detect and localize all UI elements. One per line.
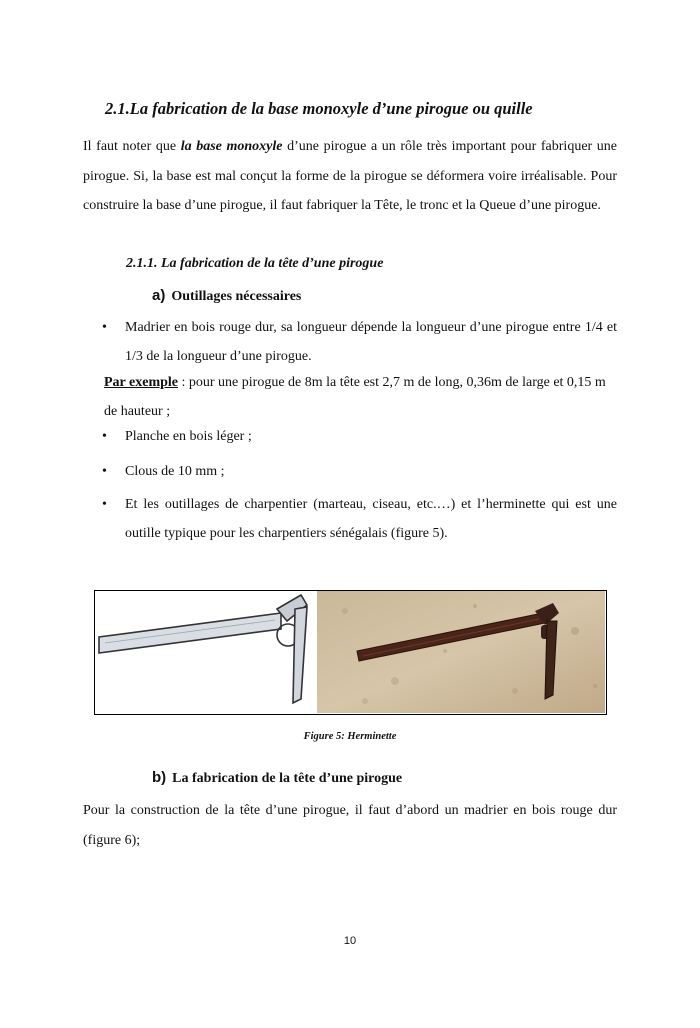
bullet-item-1 [102, 313, 617, 371]
section-heading-2-1: 2.1.La fabrication de la base monoxyle d’une pirogue ou quille [105, 99, 533, 118]
bullet-text: Et les outillages de charpentier (marteau, ciseau, etc.…) et l’herminette qui est une outille typique pour les charpentiers sénégalais (figure 5). [125, 497, 617, 541]
bullet-icon: • [102, 497, 107, 512]
figure-caption: Figure 5: Herminette [303, 731, 397, 742]
bullet-text: Planche en bois léger ; [125, 429, 252, 444]
section-heading-2-1-1: 2.1.1. La fabrication de la tête d’une pirogue [126, 256, 384, 271]
bullet-icon: • [102, 464, 107, 479]
herminette-photos [95, 591, 605, 713]
bullet-item-3 [102, 457, 617, 486]
intro-after: d’une pirogue a un rôle très important pour fabriquer une pirogue. Si, la base est mal conçut la forme de la pirogue se déformera voire irréalisable. Pour construire la base d’une pirogue, il faut fabriquer la Tête, le tronc et la Queue d’une pirogue. [83, 139, 618, 213]
bullet-icon: • [102, 320, 107, 335]
page-number: 10 [343, 935, 357, 947]
subheading-a-letter: a) [152, 287, 166, 304]
example-label: Par exemple [104, 375, 178, 390]
bullet-text: Madrier en bois rouge dur, sa longueur dépende la longueur d’une pirogue entre 1/4 et 1/3 de la longueur d’une pirogue. [125, 320, 617, 364]
intro-emphasis: la base monoxyle [180, 139, 283, 154]
subheading-a-title: Outillages nécessaires [171, 289, 302, 304]
bullet-icon: • [102, 429, 107, 444]
bullet-item-4 [102, 490, 617, 548]
intro-paragraph [83, 132, 617, 221]
bullet-item-2 [102, 422, 617, 451]
example-line [104, 368, 617, 426]
subheading-b [152, 769, 402, 787]
closing-text: Pour la construction de la tête d’une pirogue, il faut d’abord un madrier en bois rouge dur (figure 6); [83, 803, 617, 848]
subheading-a [152, 287, 301, 305]
figure-herminette [94, 590, 607, 715]
subheading-b-letter: b) [152, 769, 167, 786]
subheading-b-title: La fabrication de la tête d’une pirogue [172, 771, 403, 786]
closing-paragraph [83, 796, 617, 855]
example-text: : pour une pirogue de 8m la tête est 2,7 m de long, 0,36m de large et 0,15 m de hauteur ; [104, 375, 606, 419]
intro-before: Il faut noter que [83, 139, 181, 154]
bullet-text: Clous de 10 mm ; [125, 464, 225, 479]
